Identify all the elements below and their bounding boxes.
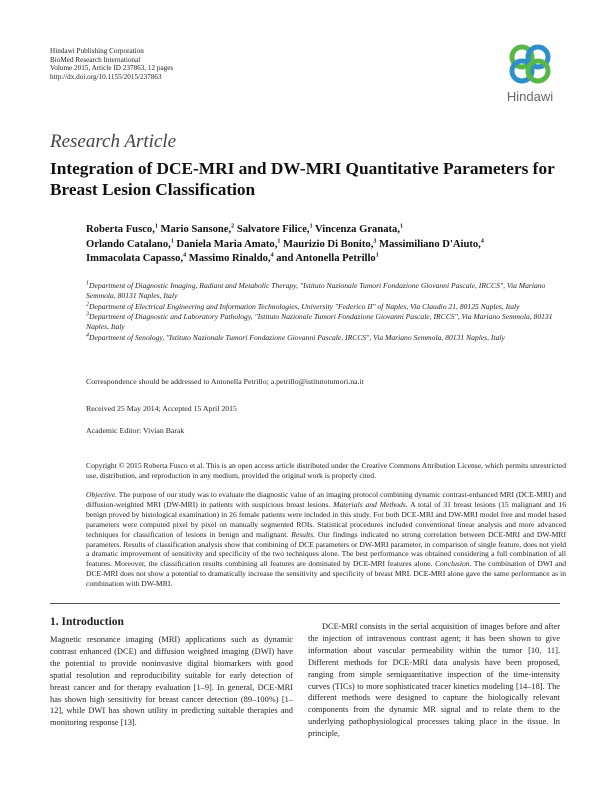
article-title: Integration of DCE-MRI and DW-MRI Quantitative Parameters for Breast Lesion Classification <box>50 159 555 199</box>
author[interactable]: Roberta Fusco,$^1$ <box>86 223 158 235</box>
doi-link[interactable]: http://dx.doi.org/10.1155/2015/237863 <box>50 72 162 81</box>
intro-right-column: DCE-MRI consists in the serial acquisition of images before and after the injection of intravenous contrast agent; it has been shown to give information about vascular permeability within the tumor [10, 11]. Different methods for DCE-MRI data analysis have been proposed, ranging from simple semiquantitative inspection of the time-intensity curves (TICs) to more sophisticated tracer kinetics modeling [14–18]. The different methods were designed to capture the biologically relevant components from the dynamic MR signal and to relate them to the underlying pathophysiological processes taking place in the tissue. In principle, <box>308 622 560 739</box>
author[interactable]: and Antonella Petrillo$^1$ <box>276 252 379 265</box>
publisher-name: Hindawi Publishing Corporation <box>50 47 144 55</box>
affiliation-item: $^1$Department of Diagnostic Imaging, Radiant and Metabolic Therapy, "Istituto Nazionale Tumori Fondazione Giovanni Pascale, IRCCS", Via Mariano Semmola, 80131 Naples, Italy <box>86 280 546 300</box>
received-dates: Received 25 May 2014; Accepted 15 April 2015 <box>86 404 237 413</box>
affiliation-item: $^3$Department of Diagnostic and Laboratory Pathology, "Istituto Nazionale Tumori Fondazione Giovanni Pascale, IRCCS", Via Mariano Semmola, 80131 Naples, Italy <box>86 311 553 332</box>
abstract-label: Materials and Methods. <box>333 499 408 509</box>
affiliation-item: $^4$Department of Senology, "Istituto Nazionale Tumori Fondazione Giovanni Pascale, IRCCS", Via Mariano Semmola, 80131 Naples, Italy <box>86 332 505 342</box>
author[interactable]: Maurizio Di Bonito,$^3$ <box>283 238 377 250</box>
affiliation-item: $^2$Department of Electrical Engineering and Information Technologies, University "Federico II" of Naples, Via Claudio 21, 80125 Naples, Italy <box>86 301 520 311</box>
hindawi-logo-icon <box>505 40 555 86</box>
abstract-label: Objective. <box>86 490 117 499</box>
author[interactable]: Massimo Rinaldo,$^4$ <box>188 252 274 265</box>
author[interactable]: Daniela Maria Amato,$^1$ <box>176 238 281 250</box>
hindawi-logo[interactable] <box>500 40 560 104</box>
author[interactable]: Mario Sansone,$^2$ <box>160 223 235 235</box>
abstract-label: Results. <box>291 529 316 539</box>
journal-header <box>50 47 173 81</box>
intro-left-column: Magnetic resonance imaging (MRI) applications such as dynamic contrast enhanced (DCE) and diffusion weighted imaging (DWI) have the potential to provide noninvasive digital biomarkers with good spatial resolution and reproducibility suitable for early detection of breast cancer and for therapy evaluation [1–9]. In general, DCE-MRI has shown high sensitivity for breast cancer detection (89–100%) [1–12], while DWI has shown utility in predicting suitable therapies and monitoring response [13]. <box>50 635 293 728</box>
author[interactable]: Vincenza Granata,$^1$ <box>315 223 403 235</box>
affiliations <box>86 281 566 344</box>
copyright-notice: Copyright © 2015 Roberta Fusco et al. This is an open access article distributed under the Creative Commons Attribution License, which permits unrestricted use, distribution, and reproduction in any medium, provided the original work is properly cited. <box>86 461 566 480</box>
volume-info: Volume 2015, Article ID 237863, 12 pages <box>50 64 174 73</box>
correspondence: Correspondence should be addressed to Antonella Petrillo; a.petrillo@istitutotumori.na.it <box>86 377 364 386</box>
article-type: Research Article <box>50 131 177 152</box>
section-divider <box>50 603 560 604</box>
author[interactable]: Immacolata Capasso,$^4$ <box>86 252 187 265</box>
logo-text: Hindawi <box>506 89 554 104</box>
author[interactable]: Orlando Catalano,$^1$ <box>86 238 174 250</box>
author-list <box>86 223 566 267</box>
journal-name: BioMed Research International <box>50 55 141 64</box>
author[interactable]: Salvatore Filice,$^1$ <box>236 223 313 235</box>
section-heading: 1. Introduction <box>50 616 124 628</box>
abstract-label: Conclusion. <box>434 559 472 569</box>
abstract: Objective. The purpose of our study was to evaluate the diagnostic value of an imaging protocol combining dynamic contrast-enhanced MRI (DCE-MRI) and diffusion-weighted MRI (DW-MRI) in patients with suspicious breast lesions. Materials and Methods. A total of 31 breast lesions (15 malignant and 16 benign proved by histological examination) in 26 female patients were included in this study. For both DCE-MRI and DW-MRI model free and model based parameters were computed pixel by pixel on manually segmented ROIs. Statistical procedures included conventional linear analysis and more advanced techniques for classification of lesions in benign and malignant. Results. Our findings indicated no strong correlation between DCE-MRI and DW-MRI parameters. Results of classification analysis show that combining of DCE parameters or DW-MRI parameter, in comparison of single feature, does not yield a dramatic improvement of sensitivity and specificity of the two techniques alone. The best performance was obtained considering a full combination of all features. Moreover, the classification results combining all features are dominated by DCE-MRI features alone. Conclusion. The combination of DWI and DCE-MRI does not show a potential to dramatically increase the sensitivity and specificity of breast MRI. DCE-MRI alone gave the same performance as in combination with DW-MRI. <box>86 490 566 589</box>
author[interactable]: Massimiliano D'Aiuto,$^4$ <box>379 238 484 250</box>
academic-editor: Academic Editor: Vivian Barak <box>86 426 185 435</box>
